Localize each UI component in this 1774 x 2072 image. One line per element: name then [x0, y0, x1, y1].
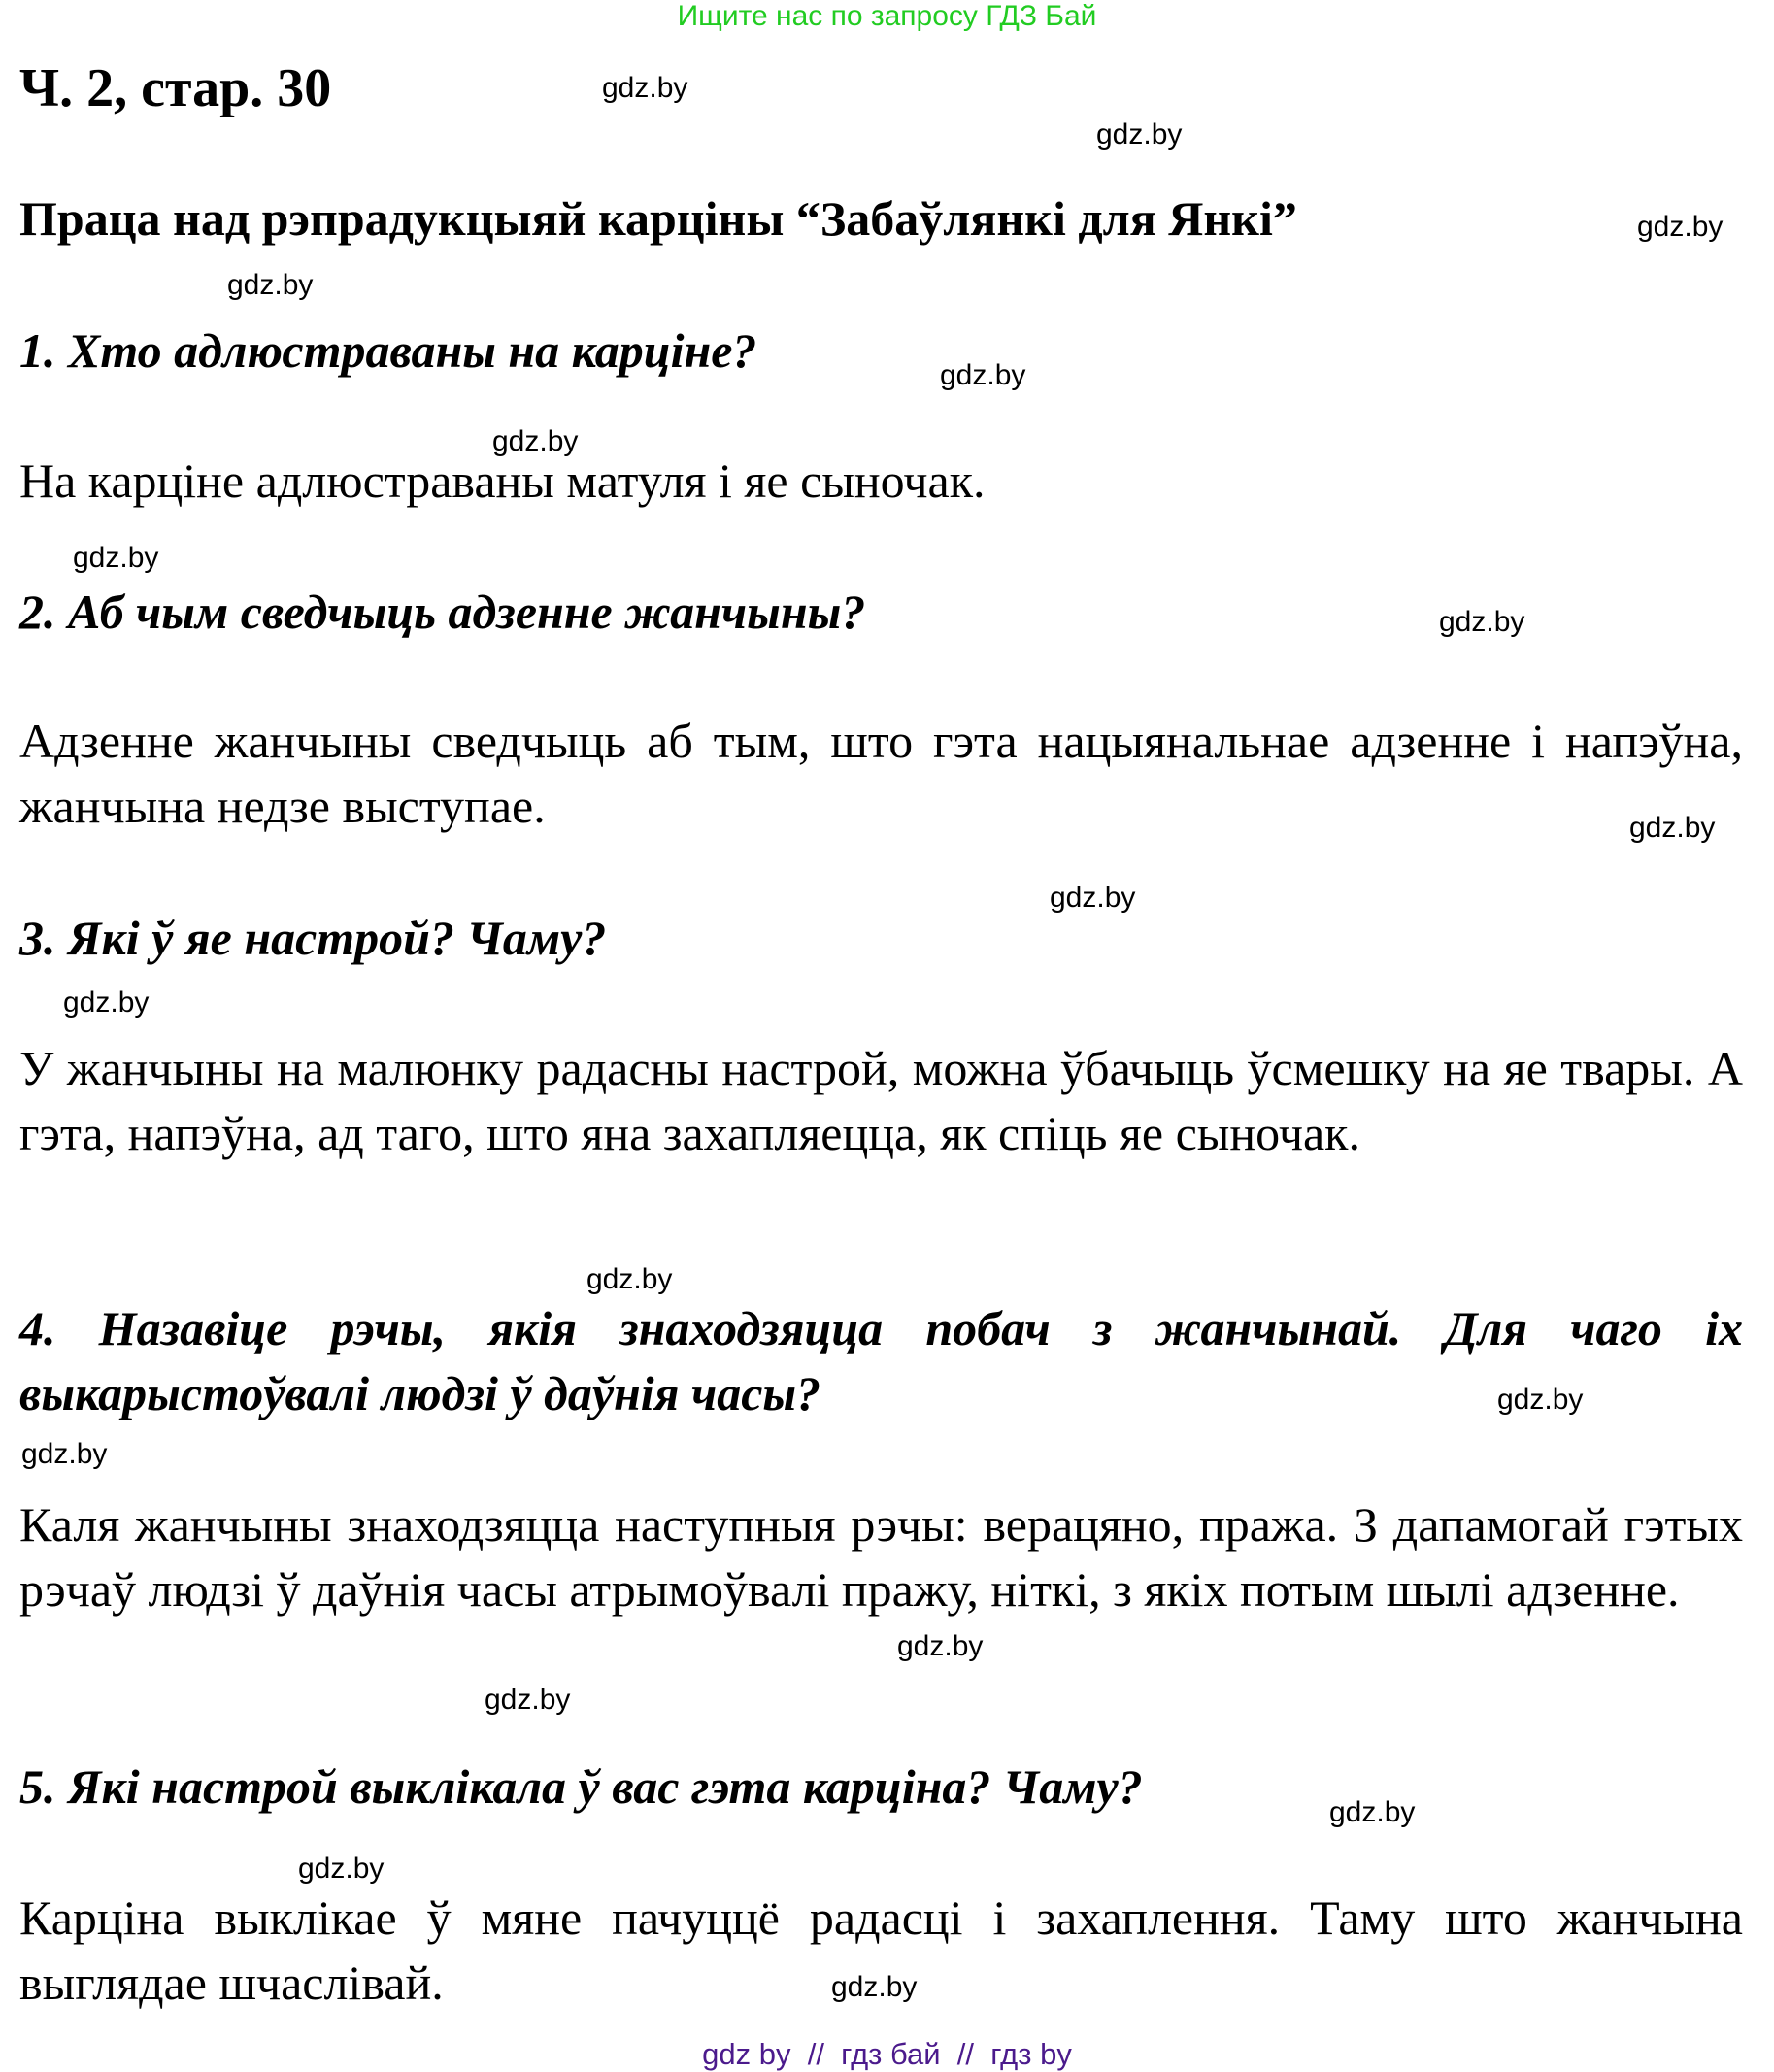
watermark: gdz.by [1637, 211, 1724, 243]
footer-links: gdz by // гдз бай // гдз by [702, 2037, 1072, 2071]
question-2: 2. Аб чым сведчыць адзенне жанчыны? [19, 585, 866, 639]
section-heading: Праца над рэпрадукцыяй карціны “Забаўлянкі для Янкі” [19, 191, 1297, 246]
watermark: gdz.by [492, 425, 579, 457]
question-5: 5. Які настрой выклікала ў вас гэта карціна? Чаму? [19, 1759, 1143, 1814]
page-title: Ч. 2, стар. 30 [19, 58, 332, 118]
watermark: gdz.by [586, 1263, 673, 1295]
watermark: gdz.by [1629, 812, 1716, 844]
question-3: 3. Які ў яе настрой? Чаму? [19, 911, 607, 965]
watermark: gdz.by [602, 72, 688, 104]
watermark: gdz.by [940, 359, 1026, 391]
watermark: gdz.by [1050, 882, 1136, 914]
watermark: gdz.by [73, 542, 159, 574]
watermark: gdz.by [21, 1438, 108, 1470]
watermark: gdz.by [831, 1971, 918, 2003]
answer-2: Адзенне жанчыны сведчыць аб тым, што гэта нацыянальнае адзенне і напэўна, жанчына недзе выступае. [19, 714, 1743, 833]
watermark: gdz.by [1329, 1796, 1416, 1828]
answer-4: Каля жанчыны знаходзяцца наступныя рэчы: верацяно, пража. З дапамогай гэтых рэчаў людзі ў даўнія часы атрымоўвалі пражу, ніткі, з якіх потым шылі адзенне. [19, 1497, 1743, 1617]
watermark: gdz.by [298, 1853, 385, 1885]
watermark: gdz.by [227, 269, 314, 301]
answer-3: У жанчыны на малюнку радасны настрой, можна ўбачыць ўсмешку на яе твары. А гэта, напэўна, ад таго, што яна захапляецца, як спіць яе сыночак. [19, 1041, 1743, 1160]
search-hint: Ищите нас по запросу ГДЗ Бай [677, 0, 1097, 32]
watermark: gdz.by [1439, 606, 1525, 638]
watermark: gdz.by [485, 1684, 571, 1716]
answer-1: На карціне адлюстраваны матуля і яе сыночак. [19, 453, 986, 508]
answer-5: Карціна выклікае ў мяне пачуццё радасці і захаплення. Таму што жанчына выглядае шчаслівай. [19, 1890, 1743, 2010]
question-4: 4. Назавіце рэчы, якія знаходзяцца побач з жанчынай. Для чаго іх выкарыстоўвалі людзі ў даўнія часы? [19, 1301, 1743, 1420]
watermark: gdz.by [1096, 118, 1183, 150]
question-1: 1. Хто адлюстраваны на карціне? [19, 323, 757, 378]
watermark: gdz.by [897, 1630, 984, 1662]
watermark: gdz.by [1497, 1384, 1584, 1416]
watermark: gdz.by [63, 986, 150, 1019]
